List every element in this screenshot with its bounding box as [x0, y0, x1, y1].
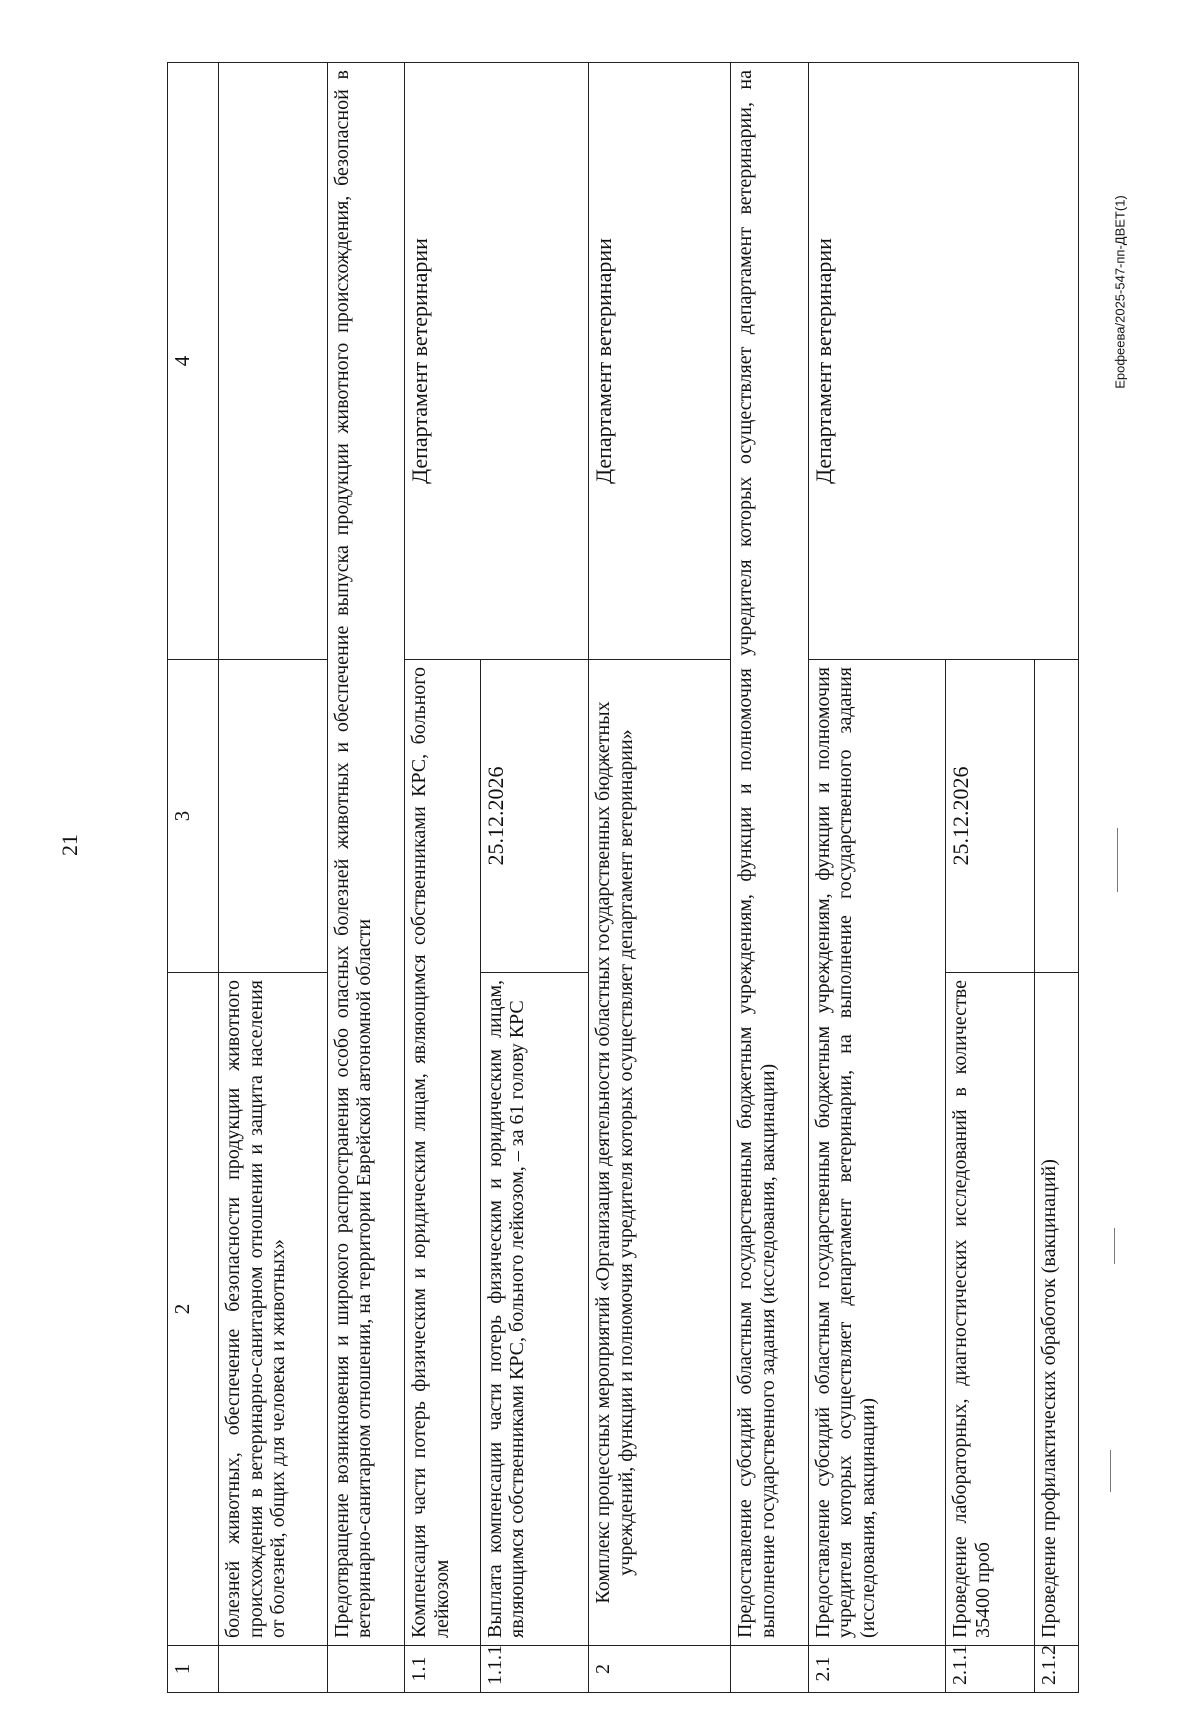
- row-number: 2.1.1: [945, 1646, 1034, 1693]
- row-name: Предоставление субсидий областным государственным бюджетным учреждениям, функции и полномочия учредителя которых осуществляет департамент ветеринарии, на выполнение государственного задания (исследования, вакцинации): [808, 660, 945, 1646]
- scan-mark: [1117, 828, 1118, 892]
- column-header-4: 4: [168, 63, 219, 660]
- row-date: 25.12.2026: [945, 660, 1034, 973]
- row-name: болезней животных, обеспечение безопасности продукции животного происхождения в ветеринарно-санитарном отношении и защита населения от болезней, общих для человека и животных»: [218, 973, 327, 1646]
- table-row: [589, 63, 731, 1693]
- row-number: 1.1: [405, 1646, 480, 1693]
- row-name: Выплата компенсации части потерь физическим и юридическим лицам, являющимся собственниками КРС, больного лейкозом, – за 61 голову КРС: [480, 973, 589, 1646]
- table-row: [218, 63, 327, 1693]
- rotated-table-wrapper: [167, 63, 1079, 1693]
- column-header-1: 1: [168, 1646, 219, 1693]
- row-number: 1.1.1: [480, 1646, 589, 1693]
- row-number: 2.1: [808, 1646, 945, 1693]
- row-responsible: Департамент ветеринарии: [589, 63, 731, 660]
- row-number: 2.1.2: [1034, 1646, 1078, 1693]
- task-text: Предотвращение возникновения и широкого распространения особо опасных болезней животных и обеспечение выпуска продукции животного происхождения, безопасной в ветеринарно-санитарном отношении, на территории Еврейской автономной области: [327, 63, 405, 1646]
- row-responsible: [218, 63, 327, 660]
- row-number: [327, 1646, 405, 1693]
- row-name: Компенсация части потерь физическим и юридическим лицам, являющимся собственниками КРС, больного лейкозом: [405, 660, 480, 1646]
- table-row-task: [730, 63, 808, 1693]
- row-responsible: Департамент ветеринарии: [808, 63, 1078, 660]
- page-number: 21: [57, 834, 82, 856]
- row-name: Комплекс процессных мероприятий «Организация деятельности областных государственных бюджетных учреждений, функции и полномочия учредителя которых осуществляет департамент ветеринарии»: [589, 660, 731, 1646]
- row-name: Проведение лабораторных, диагностических исследований в количестве 35400 проб: [945, 973, 1034, 1646]
- scan-mark: [1110, 1450, 1111, 1492]
- table-row: [808, 63, 945, 1693]
- row-responsible: Департамент ветеринарии: [405, 63, 589, 660]
- row-number: 2: [589, 1646, 731, 1693]
- activity-table: [167, 62, 1079, 1693]
- table-row: [405, 63, 480, 1693]
- table-row-task: [327, 63, 405, 1693]
- row-date: [218, 660, 327, 973]
- row-number: [730, 1646, 808, 1693]
- row-name: Проведение профилактических обработок (вакцинаций): [1034, 973, 1078, 1646]
- row-number: [218, 1646, 327, 1693]
- scan-mark: [1114, 1228, 1115, 1264]
- task-text: Предоставление субсидий областным государственным бюджетным учреждениям, функции и полномочия учредителя которых осуществляет департамент ветеринарии, на выполнение государственного задания (исследования, вакцинации): [730, 63, 808, 1646]
- document-footer-code: Ерофеева/2025-547-пп-ДВЕТ(1): [1112, 195, 1128, 389]
- column-header-2: 2: [168, 973, 219, 1646]
- row-date: [1034, 660, 1078, 973]
- row-date: 25.12.2026: [480, 660, 589, 973]
- column-header-3: 3: [168, 660, 219, 973]
- table-header-row: [168, 63, 219, 1693]
